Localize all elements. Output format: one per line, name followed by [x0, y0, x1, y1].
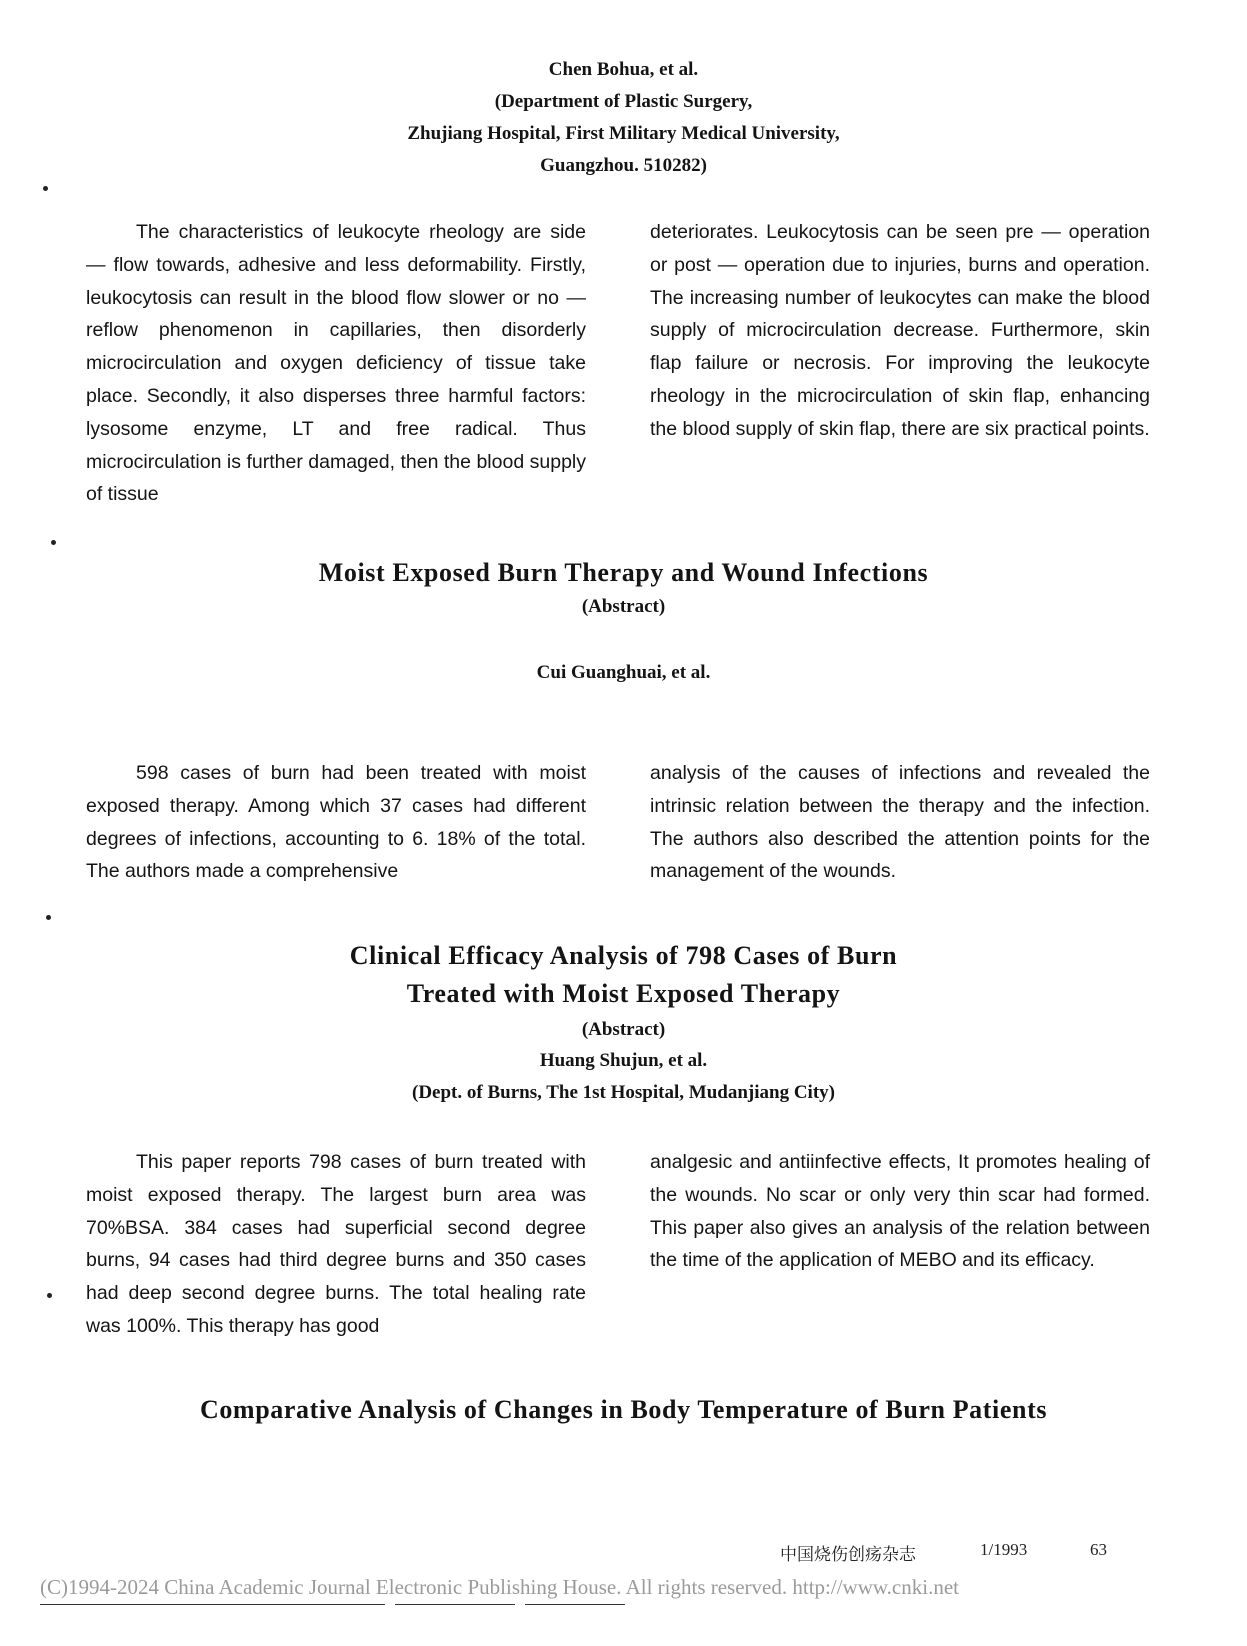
scan-speck [51, 540, 56, 545]
footer-rule [40, 1604, 385, 1605]
article2-authors: Cui Guanghuai, et al. [536, 662, 711, 683]
copyright-notice: (C)1994-2024 China Academic Journal Electronic Publishing House. All rights reserved. http://www.cnki.net [40, 1575, 959, 1599]
journal-name: 中国烧伤创疡杂志 [780, 1545, 916, 1564]
author-line: Chen Bohua, et al. [548, 59, 699, 80]
article3-authors: Huang Shujun, et al. [539, 1050, 708, 1071]
article1-right-column [650, 216, 1150, 446]
article2-title: Moist Exposed Burn Therapy and Wound Infections [318, 558, 929, 587]
affiliation-line-3: Guangzhou. 510282) [540, 155, 707, 176]
article3-title-line-2: Treated with Moist Exposed Therapy [406, 979, 841, 1008]
scan-speck [43, 186, 48, 191]
affiliation-line-2: Zhujiang Hospital, First Military Medical University, [407, 123, 840, 144]
article2-right-text: analysis of the causes of infections and revealed the intrinsic relation between the therapy and the infection. The authors also described the attention points for the management of the wounds. [650, 762, 1150, 883]
article3-abstract-label: (Abstract) [581, 1019, 666, 1040]
affiliation-line-1: (Department of Plastic Surgery, [494, 91, 753, 112]
article1-right-text: deteriorates. Leukocytosis can be seen pre — operation or post — operation due to injuries, burns and operation. The increasing number of leukocytes can make the blood supply of microcirculation decrease. Furthermore, skin flap failure or necrosis. For improving the leukocyte rheology in the microcirculation of skin flap, enhancing the blood supply of skin flap, there are six practical points. [650, 221, 1150, 440]
footer-rule [525, 1604, 625, 1605]
scan-speck [47, 1293, 52, 1298]
article2-abstract-label: (Abstract) [581, 596, 666, 617]
article2-left-text: 598 cases of burn had been treated with moist exposed therapy. Among which 37 cases had different degrees of infections, accounting to 6. 18% of the total. The authors made a comprehensive [86, 762, 586, 883]
article3-right-text: analgesic and antiinfective effects, It promotes healing of the wounds. No scar or only very thin scar had formed. This paper also gives an analysis of the relation between the time of the application of MEBO and its efficacy. [650, 1151, 1150, 1272]
page-number: 63 [1090, 1540, 1107, 1559]
article3-left-column [86, 1146, 586, 1343]
article3-left-text: This paper reports 798 cases of burn treated with moist exposed therapy. The largest burn area was 70%BSA. 384 cases had superficial second degree burns, 94 cases had third degree burns and 350 cases had deep second degree burns. The total healing rate was 100%. This therapy has good [86, 1151, 586, 1337]
scan-speck [46, 915, 51, 920]
article4-title: Comparative Analysis of Changes in Body Temperature of Burn Patients [199, 1395, 1048, 1424]
article1-left-text: The characteristics of leukocyte rheology are side — flow towards, adhesive and less deformability. Firstly, leukocytosis can result in the blood flow slower or no — reflow phenomenon in capillaries, then disorderly microcirculation and oxygen deficiency of tissue take place. Secondly, it also disperses three harmful factors: lysosome enzyme, LT and free radical. Thus microcirculation is further damaged, then the blood supply of tissue [86, 221, 586, 506]
footer-rule [395, 1604, 515, 1605]
article3-right-column [650, 1146, 1150, 1277]
issue-number: 1/1993 [980, 1540, 1028, 1559]
article2-right-column [650, 757, 1150, 888]
article3-title-line-1: Clinical Efficacy Analysis of 798 Cases of Burn [349, 941, 898, 970]
article2-left-column [86, 757, 586, 888]
article1-left-column [86, 216, 586, 511]
article3-affiliation: (Dept. of Burns, The 1st Hospital, Mudanjiang City) [412, 1082, 835, 1103]
